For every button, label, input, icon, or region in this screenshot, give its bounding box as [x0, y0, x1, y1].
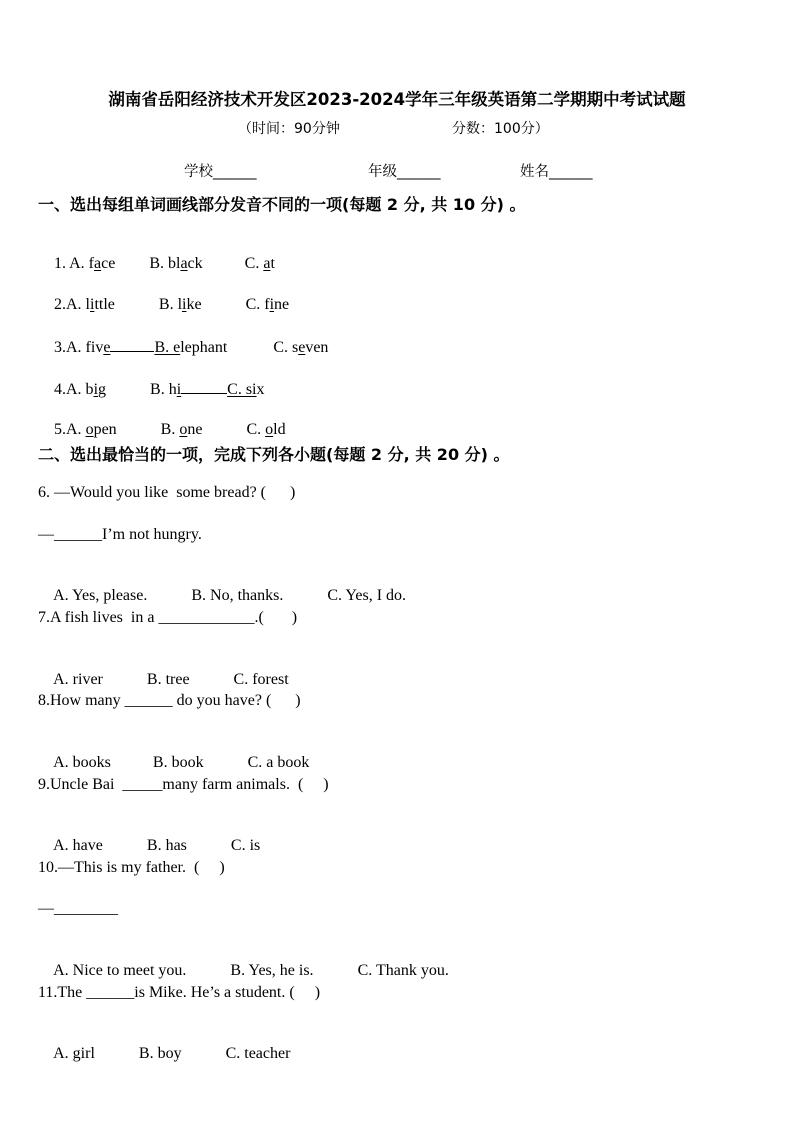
- q4-b: B. hi: [150, 381, 182, 398]
- option-a[interactable]: A. girl: [53, 1045, 95, 1062]
- question-7: 7.A fish lives in a ____________.( ): [38, 609, 298, 626]
- section-1-heading: 一、选出每组单词画线部分发音不同的一项(每题 2 分, 共 10 分) 。: [38, 195, 526, 214]
- option-c[interactable]: C. is: [230, 837, 261, 854]
- q2-a: 2.A. little: [54, 296, 115, 313]
- q5-a: 5.A. open: [54, 421, 117, 438]
- score-note: 分数：100分）: [452, 121, 549, 137]
- q4-a: 4.A. big: [54, 381, 107, 398]
- question-8: 8.How many ______ do you have? ( ): [38, 692, 301, 709]
- question-11-options: [38, 1024, 290, 1084]
- q1-b: B. black: [149, 255, 203, 272]
- question-6-reply: —______I’m not hungry.: [38, 526, 202, 543]
- option-b[interactable]: B. No, thanks.: [191, 587, 284, 604]
- option-c[interactable]: C. Yes, I do.: [327, 587, 407, 604]
- option-a[interactable]: A. Nice to meet you.: [53, 962, 187, 979]
- q4-c: C. six: [227, 381, 265, 398]
- question-11: 11.The ______is Mike. He’s a student. ( ): [38, 984, 321, 1001]
- q5-c: C. old: [246, 421, 286, 438]
- option-a[interactable]: A. books: [53, 754, 111, 771]
- option-c[interactable]: C. teacher: [225, 1045, 291, 1062]
- q1-c: C. at: [244, 255, 275, 272]
- section-2-heading: 二、选出最恰当的一项，完成下列各小题(每题 2 分, 共 20 分) 。: [38, 445, 510, 464]
- grade-field[interactable]: 年级______: [368, 164, 441, 180]
- question-6: 6. —Would you like some bread? ( ): [38, 484, 296, 501]
- question-9: 9.Uncle Bai _____many farm animals. ( ): [38, 776, 329, 793]
- q2-c: C. fine: [245, 296, 290, 313]
- option-b[interactable]: B. Yes, he is.: [230, 962, 314, 979]
- question-10-reply: —________: [38, 900, 118, 917]
- option-b[interactable]: B. tree: [146, 671, 190, 688]
- option-a[interactable]: A. river: [53, 671, 103, 688]
- q3-a: 3.A. five: [54, 339, 111, 356]
- name-field[interactable]: 姓名______: [520, 164, 593, 180]
- option-b[interactable]: B. book: [152, 754, 204, 771]
- option-c[interactable]: C. a book: [247, 754, 310, 771]
- option-c[interactable]: C. Thank you.: [357, 962, 449, 979]
- option-a[interactable]: A. have: [53, 837, 103, 854]
- school-field[interactable]: 学校______: [184, 164, 257, 180]
- q3-b: B. elephant: [154, 339, 228, 356]
- q3-c: C. seven: [273, 339, 329, 356]
- exam-title: 湖南省岳阳经济技术开发区2023-2024学年三年级英语第二学期期中考试试题: [108, 90, 686, 109]
- question-10: 10.—This is my father. ( ): [38, 859, 225, 876]
- q2-b: B. like: [158, 296, 202, 313]
- option-b[interactable]: B. has: [146, 837, 187, 854]
- q1-a: 1. A. face: [54, 255, 116, 272]
- option-a[interactable]: A. Yes, please.: [53, 587, 148, 604]
- q5-b: B. one: [160, 421, 203, 438]
- option-b[interactable]: B. boy: [138, 1045, 182, 1062]
- time-note: （时间：90分钟: [238, 121, 340, 137]
- option-c[interactable]: C. forest: [233, 671, 289, 688]
